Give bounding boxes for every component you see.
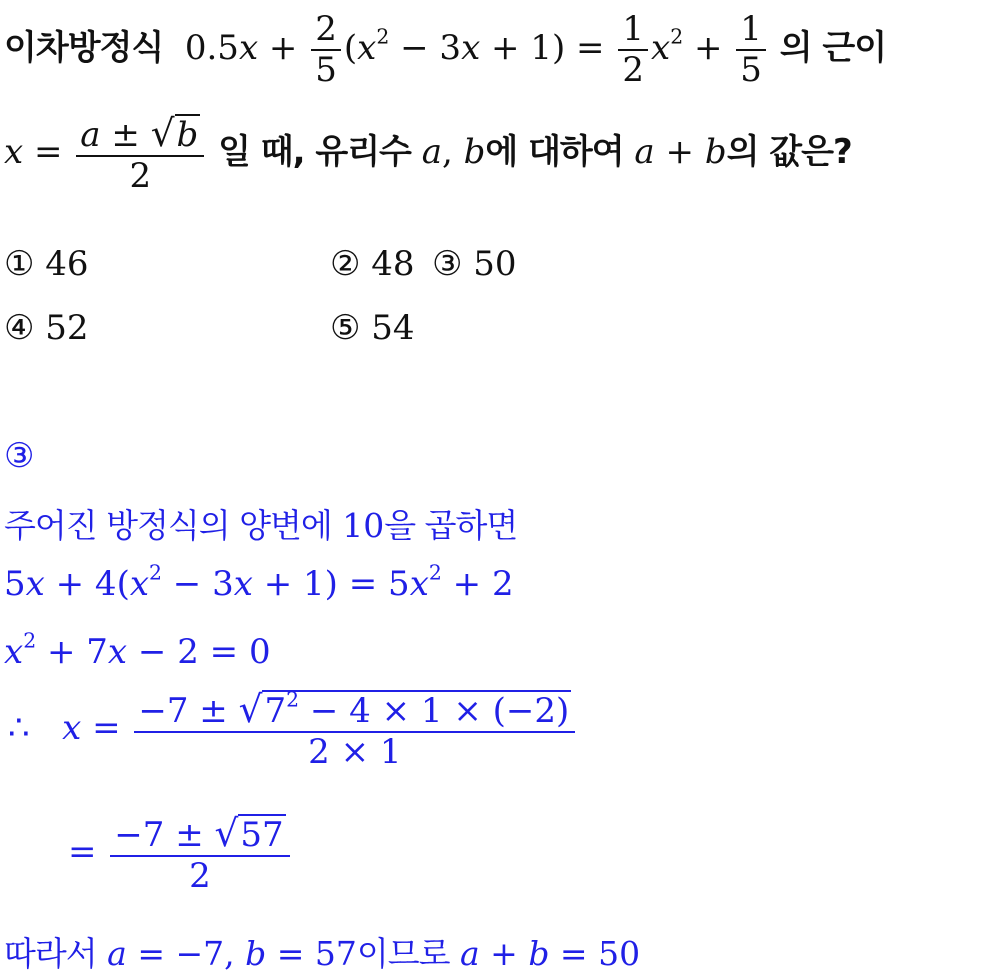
step1-suffix: 을 곱하면 bbox=[384, 506, 518, 545]
choice-3-marker: ③ bbox=[432, 244, 463, 284]
choice-2-marker: ② bbox=[330, 244, 361, 284]
choice-5-marker: ⑤ bbox=[330, 308, 361, 348]
comma: , bbox=[442, 132, 453, 173]
solution-quadratic-formula: ∴ x = $\frac{-7 \pm √7^2 - 4 \times 1 \times (-2)}{2 \times 1}$ bbox=[8, 688, 578, 772]
choice-1[interactable] bbox=[4, 244, 89, 284]
middle-text: 일 때, 유리수 bbox=[218, 132, 411, 173]
stem-prefix: 이차방정식 bbox=[4, 28, 164, 69]
asks-text: 에 대하여 bbox=[485, 132, 624, 173]
solution-equation-2: $x^2 + 7x - 2 = 0$ bbox=[4, 628, 271, 672]
choice-3[interactable] bbox=[432, 244, 517, 284]
solution-step-1 bbox=[4, 500, 517, 547]
solution-equation-1: $5x + 4(x^2 - 3x + 1) = 5x^2 + 2$ bbox=[4, 560, 514, 604]
choice-2-value: 48 bbox=[371, 244, 415, 284]
conclusion-values: a = −7, b = 57 bbox=[107, 934, 357, 973]
equation-lhs: 0.5x + $\frac{2}{5}$ $(x^2 - 3x + 1)$ = $\frac{1}{2}$ $x^2$ + $\frac{1}{5}$ bbox=[174, 28, 769, 68]
sum-expression: a + b bbox=[634, 132, 727, 173]
choice-4-marker: ④ bbox=[4, 308, 35, 348]
asks-end: 의 값은? bbox=[726, 132, 852, 173]
var-b: b bbox=[463, 132, 486, 173]
conclusion-result: a + b = 50 bbox=[459, 934, 641, 973]
conclusion-prefix: 따라서 bbox=[4, 934, 97, 973]
step1-text: 주어진 방정식의 양변에 bbox=[4, 506, 332, 545]
therefore-symbol: ∴ bbox=[8, 708, 30, 749]
root-formula: x = $\frac{a \pm √b}{2}$ bbox=[4, 132, 207, 172]
choice-5[interactable] bbox=[330, 308, 415, 348]
step1-number: 10 bbox=[342, 506, 385, 545]
question-line-2 bbox=[4, 112, 852, 196]
question-line-1 bbox=[4, 10, 886, 90]
conclusion-mid: 이므로 bbox=[356, 934, 450, 973]
choice-3-value: 50 bbox=[473, 244, 517, 284]
var-a: a bbox=[421, 132, 442, 173]
solution-answer: ③ bbox=[4, 436, 35, 476]
solution-simplified: = $\frac{-7 \pm √57}{2}$ bbox=[68, 812, 293, 896]
stem-suffix: 의 근이 bbox=[779, 28, 887, 69]
choice-1-marker: ① bbox=[4, 244, 35, 284]
choice-2[interactable] bbox=[330, 244, 415, 284]
choice-4-value: 52 bbox=[45, 308, 89, 348]
choice-1-value: 46 bbox=[45, 244, 89, 284]
solution-conclusion bbox=[4, 928, 640, 975]
choice-5-value: 54 bbox=[371, 308, 415, 348]
choice-4[interactable] bbox=[4, 308, 89, 348]
